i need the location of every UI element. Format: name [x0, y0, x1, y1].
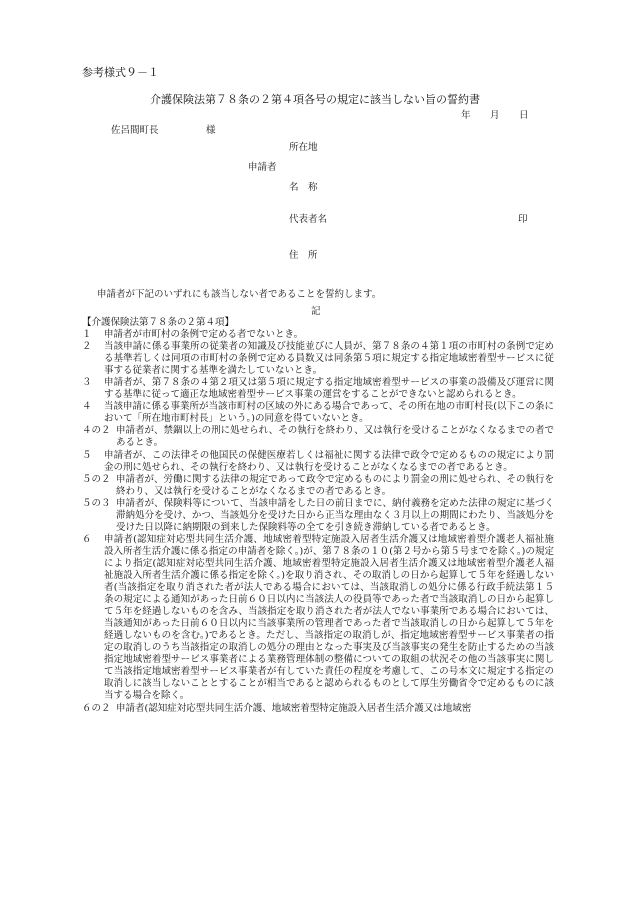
clause-item — [82, 474, 554, 498]
addressee-honorific: 様 — [206, 125, 216, 136]
address-label: 住 所 — [289, 250, 318, 261]
clause-text: 申請者(認知症対応型共同生活介護、地域密着型特定施設入居者生活介護又は地域密着型介護老人福祉施設入所者生活介護に係る指定の申請者を除く。)が、第７８条の１０(第２号から第５号までを除く。)の規定により指定(認知症対応型共同生活介護、地域密着型特定施設入居者生活介護又は地域密着型介護老人福祉施設入所者生活介護に係る指定を除く。)を取り消され、その取消しの日から起算して５年を経過しない者(当該指定を取り消された者が法人である場合においては、当該取消しの処分に係る行政手続法第１５条の規定による通知があった日前６０日以内に当該法人の役員等であった者で当該取消しの日から起算して５年を経過しないものを含み、当該指定を取り消された者が法人でない事業所である場合においては、当該通知があった日前６０日以内に当該事業所の管理者であった者で当該取消しの日から起算して５年を経過しないものを含む。)であるとき。ただし、当該指定の取消しが、指定地域密着型サービス事業者の指定の取消しのうち当該指定の取消しの処分の理由となった事実及び当該事実の発生を防止するための当該指定地域密着型サービス事業者による業務管理体制の整備についての取組の状況その他の当該事実に関して当該指定地域密着型サービス事業者が有していた責任の程度を考慮して、この号本文に規定する指定の取消しに該当しないこととすることが相当であると認められるものとして厚生労働省令で定めるものに該当する場合を除く。 — [104, 533, 554, 702]
clause-item — [82, 498, 554, 534]
clause-number: ６の２ — [82, 702, 111, 714]
clause-item — [82, 401, 554, 425]
ki-label: 記 — [311, 306, 321, 317]
clause-item — [82, 341, 554, 377]
document-title: 介護保険法第７８条の２第４項各号の規定に該当しない旨の誓約書 — [150, 93, 480, 106]
clause-number: ２ — [82, 341, 92, 353]
clause-number: ５ — [82, 449, 92, 461]
clause-item — [82, 534, 554, 703]
name-label: 名 称 — [289, 182, 318, 193]
date-year: 年 — [461, 110, 471, 121]
clause-text: 申請者が、第７８条の４第２項又は第５項に規定する指定地域密着型サービスの事業の設備及び運営に関する基準に従って適正な地域密着型サービス事業の運営をすることができないと認められるとき。 — [104, 377, 554, 401]
date-month: 月 — [490, 110, 500, 121]
clause-number: ５の２ — [82, 473, 111, 485]
section-heading: 【介護保険法第７８条の２第４項】 — [82, 317, 235, 328]
clause-text: 当該申請に係る事業所が当該市町村の区域の外にある場合であって、その所在地の市町村長(以下この条において「所在地市町村長」という。)の同意を得ていないとき。 — [104, 401, 554, 425]
location-label: 所在地 — [289, 142, 318, 153]
clause-number: １ — [82, 329, 92, 341]
pledge-statement: 申請者が下記のいずれにも該当しない者であることを誓約します。 — [97, 289, 382, 300]
form-number: 参考様式９－１ — [82, 66, 159, 79]
clause-item — [82, 703, 554, 715]
clause-list — [82, 317, 554, 715]
clause-text: 申請者(認知症対応型共同生活介護、地域密着型特定施設入居者生活介護又は地域密 — [116, 702, 472, 714]
clause-text: 当該申請に係る事業所の従業者の知識及び技能並びに人員が、第７８条の４第１項の市町村の条例で定める基準若しくは同項の市町村の条例で定める員数又は同条第５項に規定する指定地域密着型サービスに従事する従業者に関する基準を満たしていないとき。 — [104, 341, 554, 377]
addressee-name: 佐呂間町長 — [111, 125, 159, 136]
applicant-label: 申請者 — [248, 162, 277, 173]
clause-text: 申請者が、この法律その他国民の保健医療若しくは福祉に関する法律で政令で定めるものの規定により罰金の刑に処せられ、その執行を終わり、又は執行を受けることがなくなるまでの者であるとき。 — [104, 449, 554, 473]
clause-number: ６ — [82, 533, 92, 545]
clause-item — [82, 450, 554, 474]
clause-text: 申請者が、保険料等について、当該申請をした日の前日までに、納付義務を定めた法律の規定に基づく滞納処分を受け、かつ、当該処分を受けた日から正当な理由なく３月以上の期間にわたり、当該処分を受けた日以降に納期限の到来した保険料等の全てを引き続き滞納している者であるとき。 — [116, 497, 554, 533]
seal-mark: 印 — [518, 214, 528, 225]
clause-text: 申請者が市町村の条例で定める者でないとき。 — [104, 329, 304, 341]
clause-number: ４の２ — [82, 425, 111, 437]
clause-number: ３ — [82, 377, 92, 389]
clause-number: ４ — [82, 401, 92, 413]
clause-item — [82, 425, 554, 449]
clause-text: 申請者が、禁錮以上の刑に処せられ、その執行を終わり、又は執行を受けることがなくなるまでの者であるとき。 — [116, 425, 554, 449]
clause-item — [82, 377, 554, 401]
clause-text: 申請者が、労働に関する法律の規定であって政令で定めるものにより罰金の刑に処せられ、その執行を終わり、又は執行を受けることがなくなるまでの者であるとき。 — [116, 473, 554, 497]
date-day: 日 — [519, 110, 529, 121]
items-container — [82, 329, 554, 715]
representative-label: 代表者名 — [289, 214, 328, 225]
clause-number: ５の３ — [82, 497, 111, 509]
clause-item — [82, 329, 554, 341]
